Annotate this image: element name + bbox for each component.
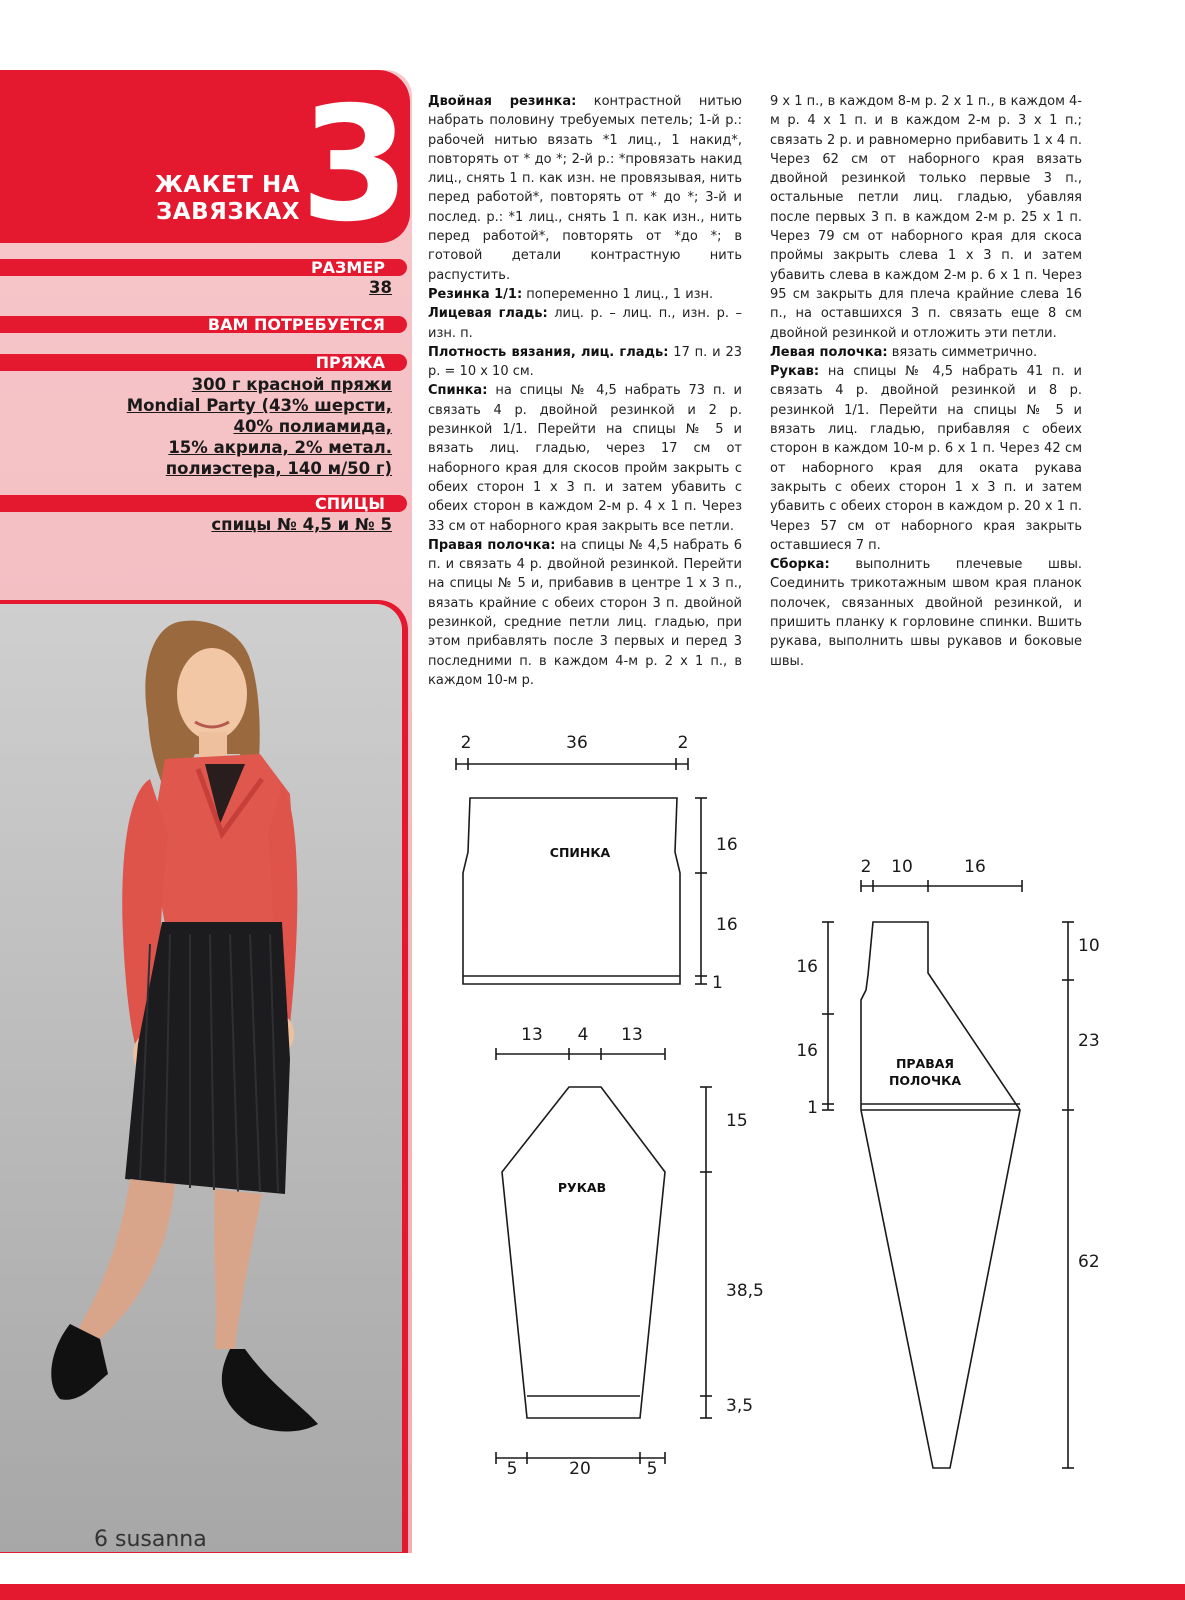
para-body: лиц. р. – лиц. п., изн. р. – изн. п.	[428, 306, 742, 341]
front-dim-right-band: 10	[1078, 936, 1100, 956]
title-line-2: ЗАВЯЗКАХ	[155, 199, 300, 225]
front-label-line-2: ПОЛОЧКА	[888, 1073, 962, 1088]
sleeve-label: РУКАВ	[557, 1180, 607, 1195]
yarn-line-1: 300 г красной пряжи	[191, 375, 392, 394]
back-piece	[456, 758, 707, 984]
page-number: 6	[94, 1527, 108, 1552]
para-body: вязать симметрично.	[887, 344, 1038, 360]
back-dim-side-hem: 1	[712, 973, 723, 993]
needles-label: СПИЦЫ	[315, 494, 385, 513]
front-dim-top-left: 2	[860, 857, 872, 877]
pattern-number: 3	[300, 73, 410, 257]
need-label: ВАМ ПОТРЕБУЕТСЯ	[207, 315, 385, 334]
sleeve-dim-side-body: 38,5	[726, 1281, 764, 1301]
front-label-line-1: ПРАВАЯ	[895, 1056, 955, 1071]
back-dim-side-lower: 16	[716, 915, 738, 935]
front-dim-right-armhole: 23	[1078, 1031, 1100, 1051]
back-dim-top-right: 2	[677, 733, 689, 753]
back-dim-top-left: 2	[460, 733, 472, 753]
sleeve-dim-bottom-right: 5	[646, 1459, 658, 1479]
page-footer	[94, 1527, 207, 1552]
para-heading: Сборка:	[770, 557, 830, 573]
size-value: 38	[369, 278, 392, 297]
para-body: выполнить плечевые швы. Соединить трикотажным швом края планок полочек, связанных двойной резинкой, и пришить планку к горловине спинки. Вшить рукава, выполнить швы рукавов и боковые швы.	[770, 557, 1082, 669]
para-heading: Резинка 1/1:	[428, 286, 523, 302]
sleeve-dim-bottom-center: 20	[569, 1459, 591, 1479]
front-dim-top-center: 10	[891, 857, 913, 877]
para-heading: Левая полочка:	[770, 344, 888, 360]
para-heading: Спинка:	[428, 383, 488, 399]
needles-value: спицы № 4,5 и № 5	[211, 515, 392, 534]
para-body: на спицы № 4,5 набрать 6 п. и связать 4 р. двойной резинкой. Перейти на спицы № 5 и, прибавив в центре 1 х 3 п., вязать крайние с обеих сторон 3 п. двойной резинкой, средние петли лиц. гладью, при этом прибавлять после 3 первых и перед 3 последними п. в каждом 4-м р. 2 х 1 п., в каждом 10-м р.	[428, 537, 743, 688]
back-dim-side-upper: 16	[716, 835, 738, 855]
front-dim-left-lower: 16	[796, 1041, 818, 1061]
para-body: попеременно 1 лиц., 1 изн.	[522, 286, 714, 302]
para-body: 9 х 1 п., в каждом 8-м р. 2 х 1 п., в каждом 4-м р. 4 х 1 п. и в каждом 2-м р. 3 х 1 п.; связать 2 р. и равномерно прибавить 1 х 4 п. Через 62 см от наборного края вязать двойной резинкой только первые 3 п., остальные петли лиц. гладью, убавляя после первых 3 п. в каждом 2-м р. 25 х 1 п. Через 79 см от наборного края для скоса проймы закрыть слева 1 х 3 п. и затем убавить слева в каждом 2-м р. 6 х 1 п. Через 95 см закрыть для плеча крайние слева 16 п., на оставшихся 3 п. связать еще 8 см двойной резинкой и отложить эти петли.	[770, 94, 1082, 341]
back-dim-top-center: 36	[566, 733, 588, 753]
para-body: на спицы № 4,5 набрать 41 п. и связать 4 р. двойной резинкой и 8 р. резинкой 1/1. Перейти на спицы № 5 и вязать лиц. гладью, прибавляя с обеих сторон в каждом 10-м р. 6 х 1 п. Через 42 см от наборного края для оката рукава закрыть с обеих сторон 1 х 3 п. и затем убавить с обеих сторон в каждом р. 20 х 1 п. Через 57 см от наборного края закрыть оставшиеся 7 п.	[770, 364, 1082, 553]
para-heading: Плотность вязания, лиц. гладь:	[428, 344, 669, 360]
magazine-name: susanna	[115, 1527, 207, 1552]
para-heading: Рукав:	[770, 364, 820, 380]
title-line-1: ЖАКЕТ НА	[154, 172, 300, 198]
yarn-line-2: Mondial Party (43% шерсти,	[126, 396, 392, 415]
front-dim-left-upper: 16	[796, 957, 818, 977]
para-heading: Лицевая гладь:	[428, 306, 548, 322]
para-body: контрастной нитью набрать половину требуемых петель; 1-й р.: рабочей нитью вязать *1 лиц., 1 накид*, повторять от * до *; 2-й р.: *провязать накид лиц., снять 1 п. как изн. не провязывая, нить перед работой*, повторять от * до *; 3-й и послед. р.: *1 лиц., снять 1 п. как изн., нить перед работой*, повторять от *до *; в готовой детали контрастную нить распустить.	[428, 94, 742, 283]
size-label: РАЗМЕР	[310, 258, 385, 277]
para-heading: Двойная резинка:	[428, 94, 577, 109]
yarn-line-4: 15% акрила, 2% метал.	[168, 438, 392, 457]
yarn-line-5: полиэстера, 140 м/50 г)	[165, 459, 392, 478]
sleeve-dim-bottom-left: 5	[506, 1459, 518, 1479]
sleeve-dim-top-right: 13	[621, 1025, 643, 1045]
footer-rule	[0, 1584, 1185, 1600]
yarn-label: ПРЯЖА	[315, 353, 385, 372]
sleeve-dim-top-left: 13	[521, 1025, 543, 1045]
sleeve-dim-top-center: 4	[577, 1025, 589, 1045]
front-dim-right-body: 62	[1078, 1252, 1100, 1272]
back-label: СПИНКА	[549, 845, 611, 860]
sleeve-dim-side-cap: 15	[726, 1111, 748, 1131]
yarn-line-3: 40% полиамида,	[233, 417, 392, 436]
front-dim-top-right: 16	[964, 857, 986, 877]
front-dim-left-hem: 1	[807, 1098, 818, 1118]
para-body: на спицы № 4,5 набрать 73 п. и связать 4 р. двойной резинкой и 2 р. резинкой 1/1. Перейти на спицы № 5 и вязать лиц. гладью, через 17 см от наборного края для скосов пройм закрыть с обеих сторон 1 х 3 п. и затем убавить с обеих сторон в каждом 2-м р. 4 х 1 п. Через 33 см от наборного края закрыть все петли.	[428, 383, 742, 534]
para-heading: Правая полочка:	[428, 537, 556, 553]
right-front-piece	[822, 880, 1074, 1468]
sleeve-piece	[496, 1048, 712, 1464]
sleeve-dim-side-cuff: 3,5	[726, 1396, 754, 1416]
para-body: 17 п. и 23 р. = 10 х 10 см.	[428, 344, 742, 380]
